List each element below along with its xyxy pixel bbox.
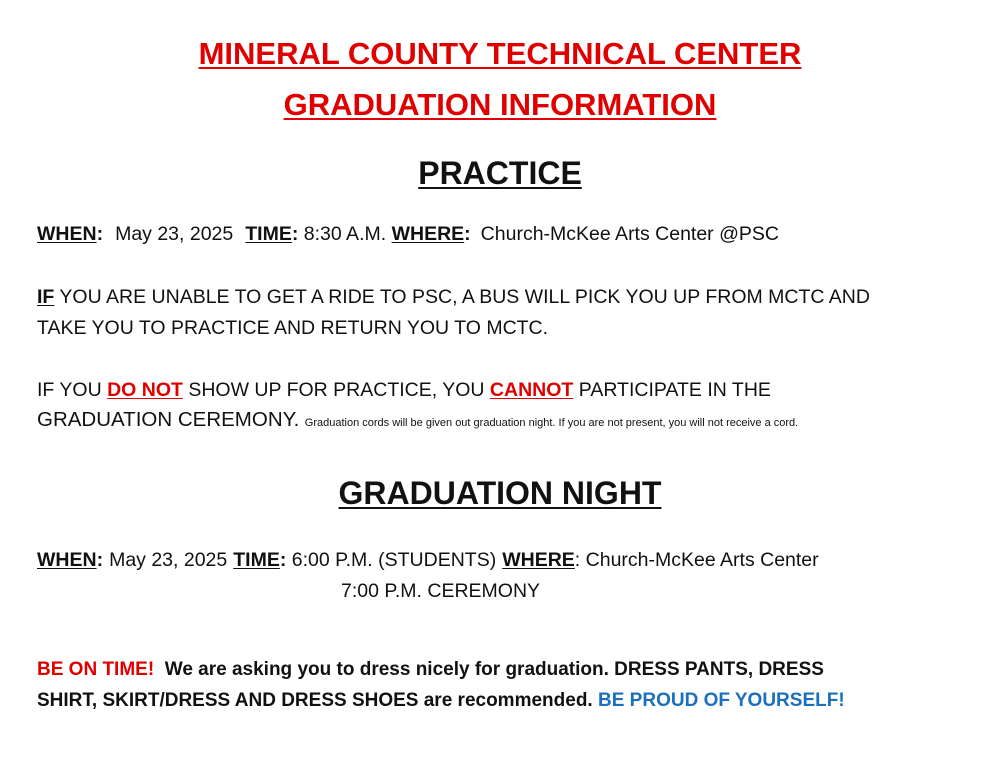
night-where-value: Church-McKee Arts Center [585, 549, 819, 571]
attendance-text-1: IF YOU [37, 379, 102, 401]
practice-where-value: Church-McKee Arts Center @PSC [480, 223, 779, 245]
be-on-time-emphasis: BE ON TIME! [37, 659, 155, 680]
practice-time-label: TIME [245, 223, 292, 245]
graduation-ceremony-text: GRADUATION CEREMONY. [37, 408, 300, 431]
graduation-night-heading: GRADUATION NIGHT [338, 475, 662, 511]
practice-time-value: 8:30 A.M. [303, 223, 387, 245]
attendance-text-2: SHOW UP FOR PRACTICE, YOU [188, 379, 485, 401]
title-line-1: MINERAL COUNTY TECHNICAL CENTER [198, 36, 802, 71]
night-details-line: WHEN: May 23, 2025 TIME: 6:00 P.M. (STUDENTS) WHERE: Church-McKee Arts Center [37, 549, 819, 571]
dress-line-2-text: SHIRT, SKIRT/DRESS AND DRESS SHOES are recommended. [37, 690, 593, 711]
night-when-label: WHEN [37, 549, 97, 571]
cords-note: Graduation cords will be given out graduation night. If you are not present, you will not receive a cord. [304, 417, 799, 429]
attendance-line-1 [37, 381, 771, 401]
night-time-label: TIME [233, 549, 280, 571]
practice-details-line: WHEN: May 23, 2025 TIME: 8:30 A.M. WHERE: Church-McKee Arts Center @PSC [37, 223, 779, 245]
practice-heading: PRACTICE [418, 155, 582, 191]
practice-when-label: WHEN [37, 223, 97, 245]
bus-if-emphasis: IF [37, 286, 55, 308]
bus-info-line-1 [37, 288, 870, 308]
attendance-text-3: PARTICIPATE IN THE [578, 379, 771, 401]
night-where-label: WHERE [502, 549, 575, 571]
title-line-2: GRADUATION INFORMATION [283, 87, 717, 122]
practice-when-value: May 23, 2025 [115, 223, 234, 245]
bus-info-line-2: TAKE YOU TO PRACTICE AND RETURN YOU TO MCTC. [37, 317, 549, 339]
cannot-emphasis: CANNOT [489, 379, 574, 401]
night-when-value: May 23, 2025 [109, 549, 228, 571]
do-not-emphasis: DO NOT [107, 379, 183, 401]
bus-line-1-text: YOU ARE UNABLE TO GET A RIDE TO PSC, A BUS WILL PICK YOU UP FROM MCTC AND [59, 286, 870, 308]
dress-line-1-text: We are asking you to dress nicely for graduation. DRESS PANTS, DRESS [164, 659, 824, 680]
ceremony-time: 7:00 P.M. CEREMONY [341, 580, 541, 602]
attendance-line-2 [37, 410, 798, 431]
dress-code-line-2 [37, 691, 845, 710]
dress-code-line-1 [37, 660, 824, 679]
be-proud-emphasis: BE PROUD OF YOURSELF! [598, 690, 845, 711]
practice-where-label: WHERE [391, 223, 465, 245]
night-time-value: 6:00 P.M. (STUDENTS) [291, 549, 497, 571]
